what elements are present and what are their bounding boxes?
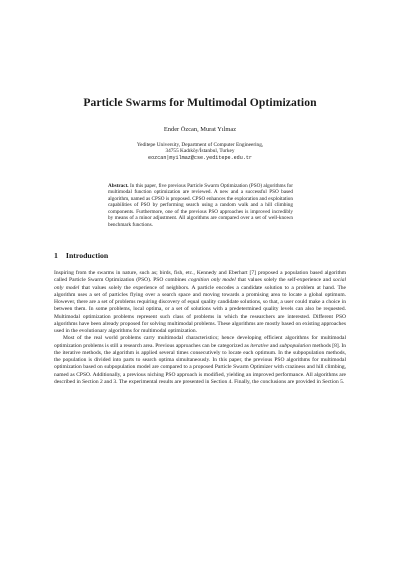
abstract-text: In this paper, five previous Particle Swarm Optimization (PSO) algorithms for multimodal function optimization are reviewed. A new and a successful PSO based algorithm, named as CPSO is proposed. CPSO enhances the exploration and exploitation capabilities of PSO by performing search using a random walk and a hill climbing components. Furthermore, one of the previous PSO approaches is improved incredibly by means of a minor adjustment. All algorithms are compared over a set of well-known benchmark functions. (108, 183, 293, 228)
author-email: eozcan|myilmaz@cse.yeditepe.edu.tr (148, 154, 252, 161)
section-title: Introduction (65, 251, 109, 260)
abstract (108, 183, 293, 228)
paragraph-1-emphasis-1: cognition only model (188, 277, 236, 284)
affiliation-department: Yeditepe University, Department of Computer Engineering, (136, 142, 264, 148)
section-heading (54, 251, 116, 260)
abstract-label: Abstract. (108, 183, 129, 189)
paragraph-2-text-c: methods [8]. In the iterative methods, the algorithm is applied several times consecutively to locate each optimum. In the subpopulation methods, the population is divided into parts to search optima simultaneously. In this paper, the previous PSO algorithms for multimodal optimization based on subpopulation model are compared to a proposed Particle Swarm Optimizer with craziness and hill climbing, named as CPSO. Additionally, a previous niching PSO approach is modified, yielding an improved performance. All algorithms are described in Section 2 and 3. The experimental results are presented in Section 4. Finally, the conclusions are provided in Section 5. (54, 342, 347, 385)
section-number: 1 (54, 251, 58, 260)
paragraph-1 (54, 270, 346, 335)
affiliation (0, 142, 400, 161)
paragraph-1-text-b: that values solely the self-experience and (235, 277, 333, 284)
paragraph-1-emphasis-2: social only model (54, 277, 347, 291)
paragraph-1-text-a: Inspiring from the swarms in nature, such as; birds, fish, etc., Kennedy and Eberhart [7] proposed a population based algorithm called Particle Swarm Optimization (PSO). PSO combines (54, 270, 346, 284)
author-list: Ender Özcan, Murat Yılmaz (163, 126, 237, 133)
paragraph-2-text-b: and (268, 342, 280, 349)
paragraph-1-text-c: that values solely the experience of neighbors. A particle encodes a candidate solution to a problem at hand. The algorithm uses a set of particles flying over a search space and moving towards a promising area to locate a global optimum. However, there are a set of problems requiring discovery of equal quality candidate solutions, so that, a user could make a choice in between them. In some problems, local optima, or a set of solutions with a predetermined quality levels can also be requested. Multimodal optimization problems represent such class of problems in which the researchers are interested. Different PSO algorithms have been already proposed for solving multimodal problems. These algorithms are mostly based on existing approaches used in the evolutionary algorithms for multimodal optimization. (54, 284, 346, 334)
paragraph-2 (54, 335, 346, 386)
affiliation-address: 34755 Kadıköy/İstanbul, Turkey (165, 148, 235, 155)
paragraph-2-emphasis-2: subpopulation (279, 342, 311, 349)
paragraph-2-text-a: Most of the real world problems carry multimodal characteristics; hence developing efficient algorithms for multimodal optimization problems is still a research area. Previous approaches can be categorized as (54, 335, 346, 349)
paper-title: Particle Swarms for Multimodal Optimization (83, 96, 317, 109)
section-body (54, 270, 346, 386)
paragraph-2-emphasis-1: iterative (250, 342, 269, 349)
